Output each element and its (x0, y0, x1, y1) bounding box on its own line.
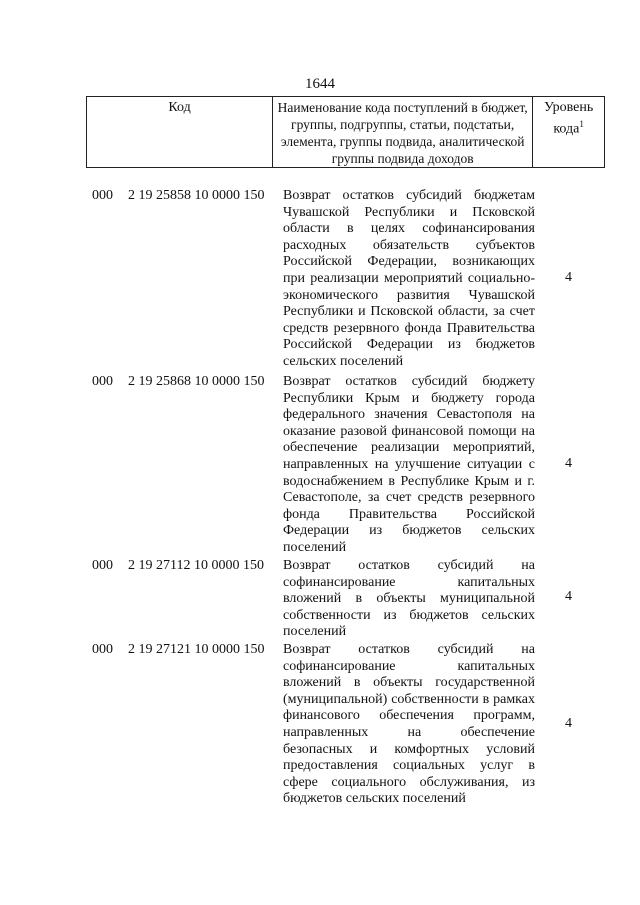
header-name: Наименование кода поступлений в бюджет, группы, подгруппы, статьи, подстатьи, элемента, группы подвида, аналитической группы подвида доходов (273, 97, 533, 168)
footnote-marker: 1 (579, 119, 584, 129)
revenue-code: 2 19 25858 10 0000 150 (128, 188, 265, 203)
table-header (86, 96, 605, 168)
admin-code: 000 (92, 642, 113, 657)
admin-code: 000 (92, 558, 113, 573)
admin-code: 000 (92, 374, 113, 389)
level-value: 4 (565, 270, 572, 285)
revenue-name: Возврат остатков субсидий на софинансирование капитальных вложений в объекты муниципальной собственности из бюджетов сельских поселений (283, 558, 535, 640)
revenue-name: Возврат остатков субсидий бюджетам Чувашской Республики и Псковской области в целях софинансирования расходных обязательств субъектов Российской Федерации, возникающих при реализации мероприятий социально-экономического развития Чувашской Республики и Псковской области, за счет средств резервного фонда Правительства Российской Федерации из бюджетов сельских поселений (283, 188, 535, 369)
level-value: 4 (565, 589, 572, 604)
header-level-label: Уровень кода (543, 100, 594, 137)
header-code: Код (87, 97, 273, 168)
revenue-code: 2 19 27112 10 0000 150 (128, 558, 264, 573)
level-value: 4 (565, 716, 572, 731)
revenue-code: 2 19 27121 10 0000 150 (128, 642, 265, 657)
revenue-name: Возврат остатков субсидий бюджету Республики Крым и бюджету города федерального значения Севастополя на оказание разовой финансовой помощи на обеспечение реализации мероприятий, направленных на улучшение ситуации с водоснабжением в Республике Крым и г. Севастополе, за счет средств резервного фонда Правительства Российской Федерации из бюджетов сельских поселений (283, 374, 535, 555)
header-level (533, 97, 605, 168)
level-value: 4 (565, 456, 572, 471)
revenue-code: 2 19 25868 10 0000 150 (128, 374, 265, 389)
admin-code: 000 (92, 188, 113, 203)
page-number: 1644 (305, 76, 335, 92)
revenue-name: Возврат остатков субсидий на софинансирование капитальных вложений в объекты государственной (муниципальной) собственности в рамках финансового обеспечения программ, направленных на обеспечение безопасных и комфортных условий предоставления социальных услуг в сфере социального обслуживания, из бюджетов сельских поселений (283, 642, 535, 807)
